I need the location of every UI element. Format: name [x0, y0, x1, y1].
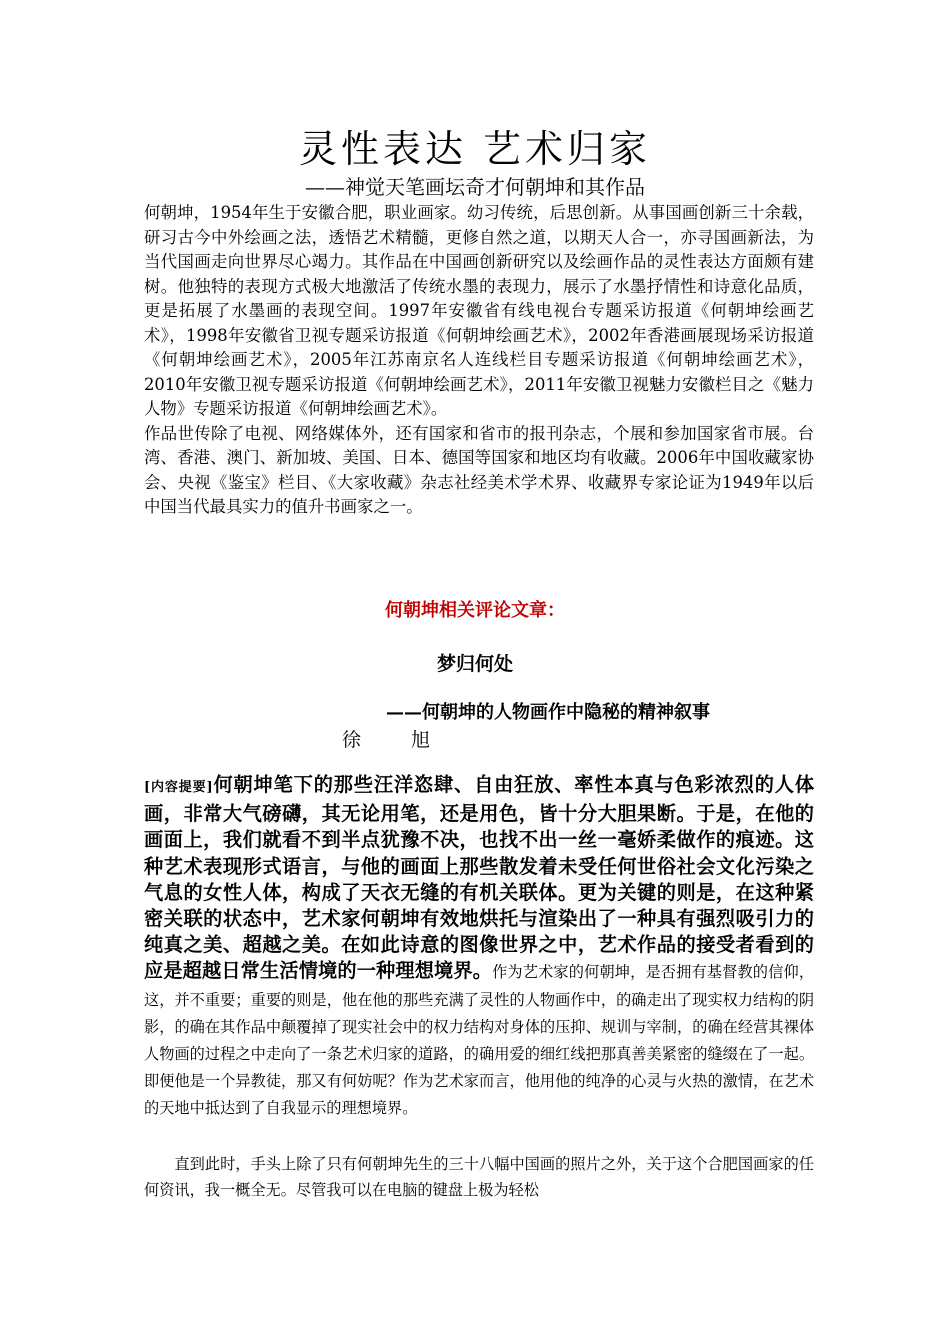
- article-subtitle: ——何朝坤的人物画作中隐秘的精神叙事: [386, 702, 710, 723]
- intro-paragraph-2: 作品世传除了电视、网络媒体外，还有国家和省市的报刊杂志，个展和参加国家省市展。台湾、香港、澳门、新加坡、美国、日本、德国等国家和地区均有收藏。2006年中国收藏家协会、央视《鉴宝》栏目、《大家收藏》杂志社经美术学术界、收藏界专家论证为1949年以后中国当代最具实力的值升书画家之一。: [144, 423, 814, 516]
- abstract-normal-text: 作为艺术家的何朝坤，是否拥有基督教的信仰，这，并不重要；重要的则是，他在他的那些充满了灵性的人物画作中，的确走出了现实权力结构的阴影，的确在其作品中颠覆掉了现实社会中的权力结构对身体的压抑、规训与宰制，的确在经营其裸体人物画的过程之中走向了一条艺术归家的道路，的确用爱的细红线把那真善美紧密的缝缀在了一起。即便他是一个异教徒，那又有何妨呢？作为艺术家而言，他用他的纯净的心灵与火热的激情，在艺术的天地中抵达到了自我显示的理想境界。: [144, 963, 815, 1118]
- intro-section: [144, 201, 814, 520]
- abstract-bold-text: 何朝坤笔下的那些汪洋恣肆、自由狂放、率性本真与色彩浓烈的人体画，非常大气磅礴，其无论用笔，还是用色，皆十分大胆果断。于是，在他的画面上，我们就看不到半点犹豫不决，也找不出一丝一毫娇柔做作的痕迹。这种艺术表现形式语言，与他的画面上那些散发着未受任何世俗社会文化污染之气息的女性人体，构成了天衣无缝的有机关联体。更为关键的则是，在这种紧密关联的状态中，艺术家何朝坤有效地烘托与渲染出了一种具有强烈吸引力的纯真之美、超越之美。在如此诗意的图像世界之中，艺术作品的接受者看到的应是超越日常生活情境的一种理想境界。: [144, 773, 815, 983]
- body-paragraph: 直到此时，手头上除了只有何朝坤先生的三十八幅中国画的照片之外，关于这个合肥国画家的任何资讯，我一概全无。尽管我可以在电脑的键盘上极为轻松: [144, 1155, 814, 1200]
- intro-paragraph-1: 何朝坤，1954年生于安徽合肥，职业画家。幼习传统，后思创新。从事国画创新三十余载，研习古今中外绘画之法，透悟艺术精髓，更修自然之道，以期天人合一，亦寻国画新法，为当代国画走向世界尽心竭力。其作品在中国画创新研究以及绘画作品的灵性表达方面颇有建树。他独特的表现方式极大地激活了传统水墨的表现力，展示了水墨抒情性和诗意化品质，更是拓展了水墨画的表现空间。1997年安徽省有线电视台专题采访报道《何朝坤绘画艺术》，1998年安徽省卫视专题采访报道《何朝坤绘画艺术》，2002年香港画展现场采访报道《何朝坤绘画艺术》，2005年江苏南京名人连线栏目专题采访报道《何朝坤绘画艺术》，2010年安徽卫视专题采访报道《何朝坤绘画艺术》，2011年安徽卫视魅力安徽栏目之《魅力人物》专题采访报道《何朝坤绘画艺术》。: [144, 203, 814, 418]
- article-title: 梦归何处: [436, 653, 513, 675]
- article-body: [144, 1151, 814, 1203]
- page-title: 灵性表达 艺术归家: [298, 127, 652, 171]
- page-subtitle: ——神觉天笔画坛奇才何朝坤和其作品: [305, 175, 645, 199]
- article-author: 徐 旭: [342, 729, 453, 751]
- article-abstract: [144, 772, 814, 1122]
- section-heading: 何朝坤相关评论文章：: [385, 600, 565, 621]
- abstract-tag: [内容提要]: [144, 780, 213, 795]
